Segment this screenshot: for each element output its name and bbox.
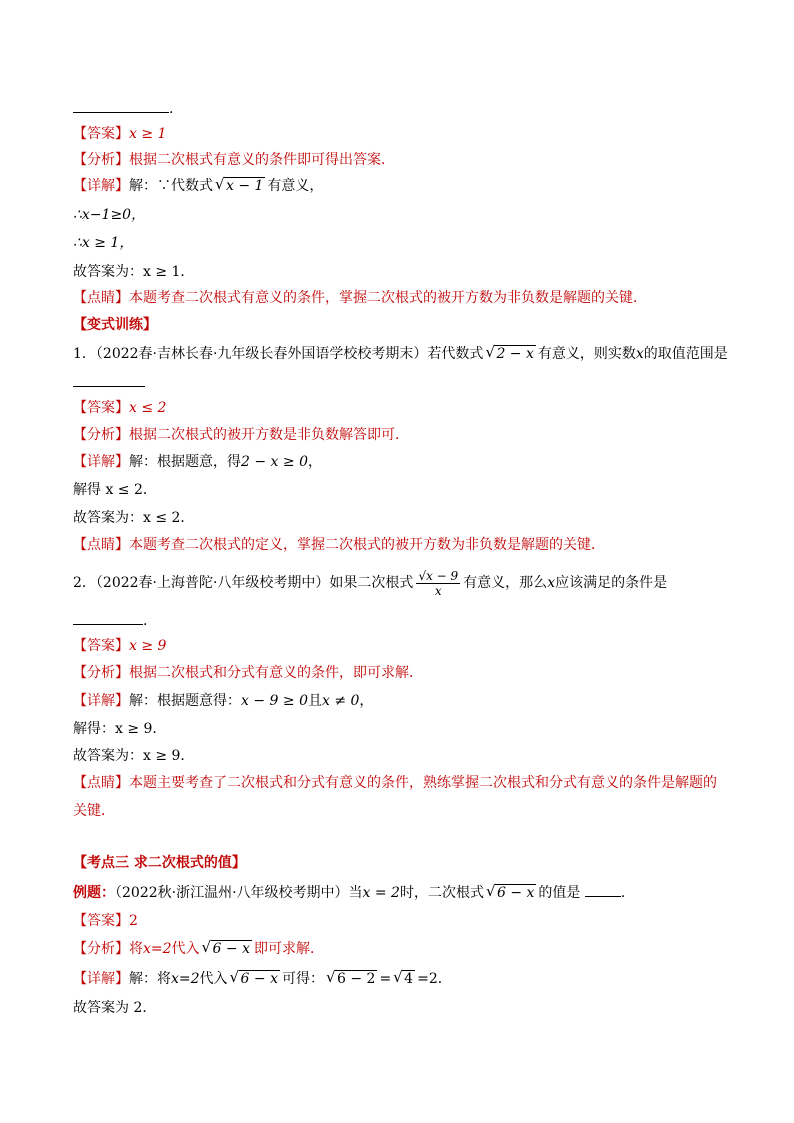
variant-heading: 【变式训练】 bbox=[73, 317, 157, 333]
answer-row-1 bbox=[73, 124, 166, 144]
sqrt-expression: √ 6 − x bbox=[485, 882, 535, 901]
fraction-expression: $\frac{√x - 9}{x}$ bbox=[418, 568, 459, 598]
blank-line-1: . bbox=[73, 98, 173, 118]
answer-tag: 【答案】 bbox=[73, 913, 129, 929]
step-row-2: ∴x ≥ 1， bbox=[73, 235, 134, 251]
answer-row-q2 bbox=[73, 636, 166, 656]
analysis-tag: 【分析】 bbox=[73, 941, 129, 957]
comment-text: 本题考查二次根式有意义的条件，掌握二次根式的被开方数为非负数是解题的关键． bbox=[129, 290, 647, 306]
example-row: 例题：（2022秋·浙江温州·八年级校考期中）当x = 2时，二次根式 √ 6 − x 的值是 ． bbox=[73, 882, 635, 901]
answer-blank bbox=[73, 372, 145, 387]
detail-row-kp3: 【详解】解：将x=2代入 √ 6 − x 可得： √ 6 − 2 = √ 4 =2． bbox=[73, 968, 452, 987]
sqrt-expression: √ 4 bbox=[393, 968, 414, 987]
question-2: 2．（2022春·上海普陀·八年级校考期中）如果二次根式 $\frac{√x - 9}{x}$ 有意义，那么x应该满足的条件是 bbox=[73, 568, 668, 598]
sqrt-expression: √ x − 1 bbox=[215, 175, 264, 194]
analysis-tag: 【分析】 bbox=[73, 427, 129, 443]
comment-tag: 【点睛】 bbox=[73, 290, 129, 306]
answer-blank bbox=[73, 610, 143, 625]
answer-tag: 【答案】 bbox=[73, 400, 129, 416]
comment-row-q2-cont: 关键． bbox=[73, 803, 115, 819]
conclusion-row-kp3: 故答案为 2． bbox=[73, 1000, 157, 1016]
answer-value: 2 bbox=[129, 913, 138, 929]
comment-tag: 【点睛】 bbox=[73, 775, 129, 791]
sqrt-expression: √ 2 − x bbox=[485, 343, 534, 362]
analysis-row-1 bbox=[73, 150, 395, 170]
sqrt-expression: √ 6 − 2 bbox=[325, 968, 376, 987]
analysis-tag: 【分析】 bbox=[73, 152, 129, 168]
detail-row-1: 【详解】解：∵代数式 √ x − 1 有意义， bbox=[73, 175, 324, 194]
detail-tag: 【详解】 bbox=[73, 971, 129, 987]
answer-tag: 【答案】 bbox=[73, 638, 129, 654]
analysis-text: 根据二次根式和分式有意义的条件，即可求解． bbox=[129, 665, 423, 681]
comment-row-1 bbox=[73, 288, 647, 308]
analysis-row-q2 bbox=[73, 663, 423, 683]
example-label: 例题： bbox=[73, 885, 115, 901]
answer-value: x ≤ 2 bbox=[129, 400, 167, 416]
analysis-row-kp3: 【分析】将x=2代入 √ 6 − x 即可求解． bbox=[73, 938, 324, 957]
detail-tag: 【详解】 bbox=[73, 693, 129, 709]
comment-row-q1 bbox=[73, 535, 605, 555]
solve-row-q1: 解得 x ≤ 2． bbox=[73, 482, 157, 498]
comment-tag: 【点睛】 bbox=[73, 537, 129, 553]
analysis-text: 根据二次根式有意义的条件即可得出答案． bbox=[129, 152, 395, 168]
conclusion-row-q1: 故答案为：x ≤ 2． bbox=[73, 510, 195, 526]
conclusion-row-q2: 故答案为：x ≥ 9． bbox=[73, 748, 195, 764]
detail-row-q1: 【详解】解：根据题意，得2 − x ≥ 0， bbox=[73, 454, 322, 470]
detail-tag: 【详解】 bbox=[73, 454, 129, 470]
conclusion-row-1: 故答案为：x ≥ 1． bbox=[73, 264, 195, 280]
section-heading-kp3: 【考点三 求二次根式的值】 bbox=[73, 855, 246, 871]
answer-blank bbox=[73, 98, 169, 113]
analysis-tag: 【分析】 bbox=[73, 665, 129, 681]
step-row-1: ∴x−1≥0， bbox=[73, 207, 146, 223]
answer-value: x ≥ 9 bbox=[129, 638, 167, 654]
comment-text: 本题主要考查了二次根式和分式有意义的条件，熟练掌握二次根式和分式有意义的条件是解题的 bbox=[129, 775, 717, 791]
detail-tag: 【详解】 bbox=[73, 178, 129, 194]
comment-row-q2 bbox=[73, 773, 717, 793]
answer-tag: 【答案】 bbox=[73, 126, 129, 142]
sqrt-expression: √ 6 − x bbox=[201, 938, 250, 957]
sqrt-expression: √ 6 − x bbox=[229, 968, 278, 987]
analysis-text: 根据二次根式的被开方数是非负数解答即可． bbox=[129, 427, 409, 443]
answer-value: x ≥ 1 bbox=[129, 126, 167, 142]
answer-row-kp3 bbox=[73, 911, 138, 931]
comment-text: 本题考查二次根式的定义，掌握二次根式的被开方数为非负数是解题的关键． bbox=[129, 537, 605, 553]
question-1: 1．（2022春·吉林长春·九年级长春外国语学校校考期末）若代数式 √ 2 − x 有意义，则实数x的取值范围是 bbox=[73, 343, 728, 362]
analysis-row-q1 bbox=[73, 425, 409, 445]
blank-line-q1 bbox=[73, 372, 145, 392]
detail-row-q2: 【详解】解：根据题意得：x − 9 ≥ 0且x ≠ 0， bbox=[73, 693, 374, 709]
answer-row-q1 bbox=[73, 398, 166, 418]
solve-row-q2: 解得：x ≥ 9． bbox=[73, 721, 167, 737]
blank-line-q2: . bbox=[73, 610, 147, 630]
answer-blank bbox=[585, 882, 621, 897]
